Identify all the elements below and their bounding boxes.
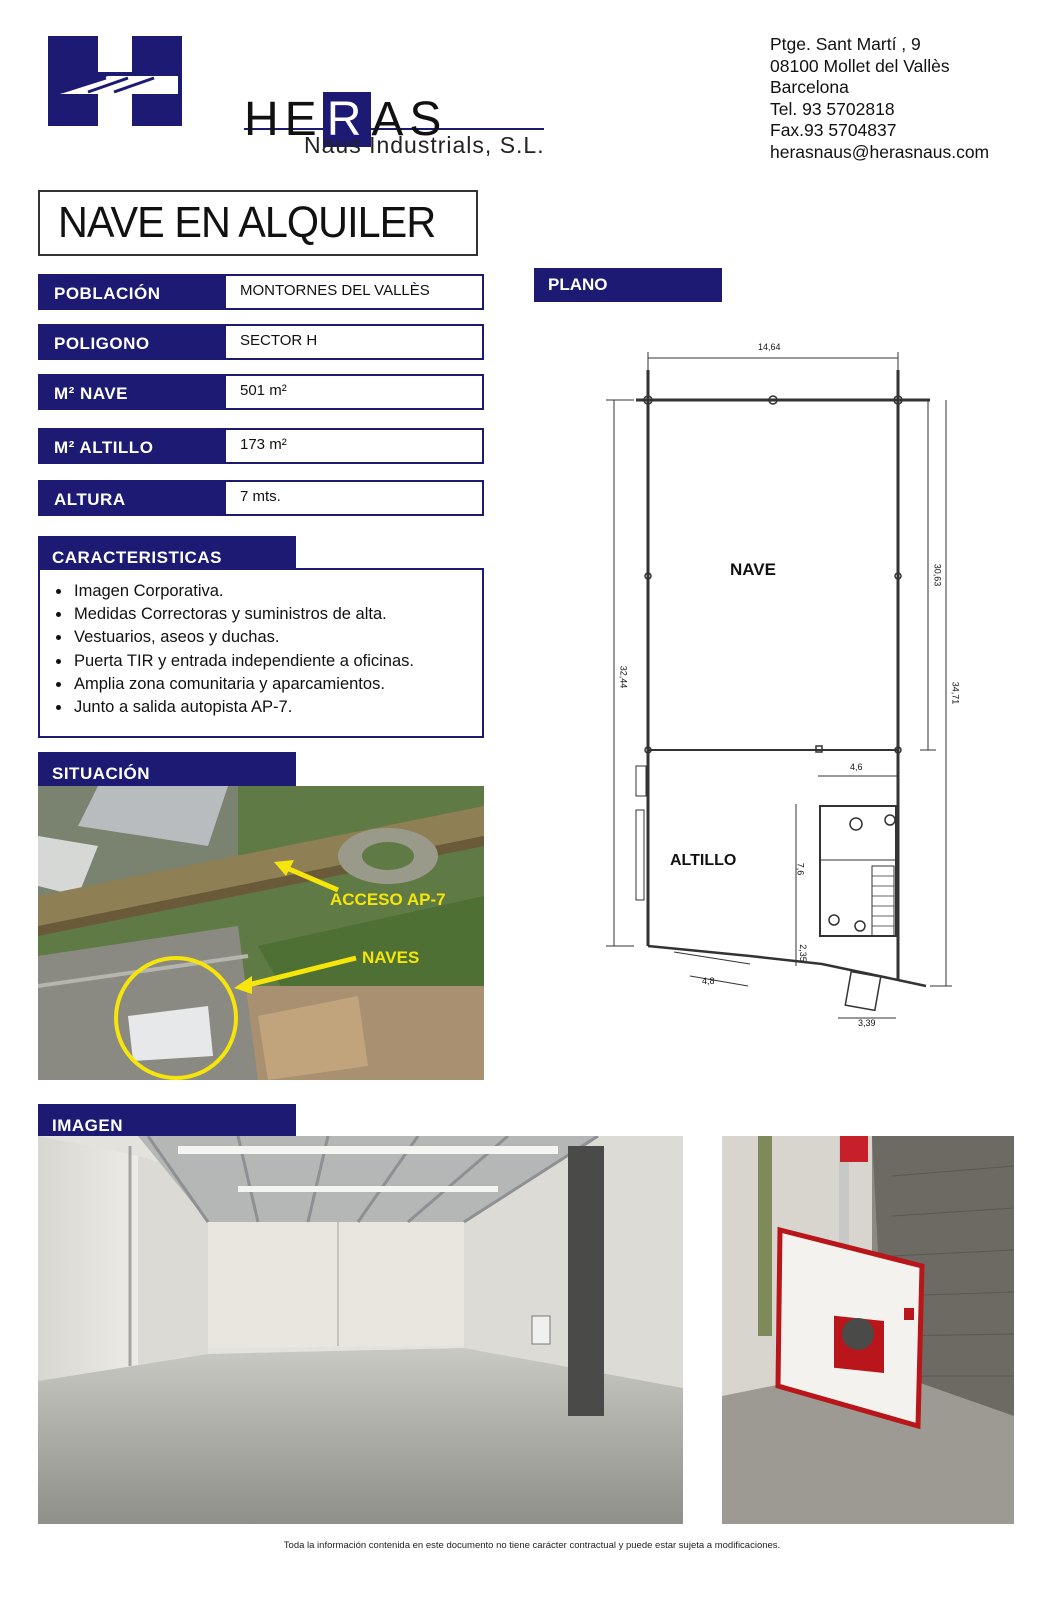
spec-label: POLIGONO xyxy=(40,326,226,358)
dim-top-width: 14,64 xyxy=(758,342,781,352)
page-title: NAVE EN ALQUILER xyxy=(58,198,436,247)
footer-disclaimer: Toda la información contenida en este documento no tiene carácter contractual y puede estar sujeta a modificaciones. xyxy=(283,1540,781,1551)
spec-label: POBLACIÓN xyxy=(40,276,226,308)
spec-value: MONTORNES DEL VALLÈS xyxy=(240,282,430,299)
floor-plan-drawing xyxy=(590,330,990,1050)
logo-subtitle: Naus Industrials, S.L. xyxy=(304,132,545,158)
spec-row-m2-altillo xyxy=(38,428,484,464)
imagen-header: IMAGEN xyxy=(38,1104,296,1138)
page-title-box xyxy=(38,190,478,256)
floor-plan xyxy=(590,330,990,1050)
dim-small-height: 2,35 xyxy=(797,944,808,962)
list-item: • Vestuarios, aseos y duchas. xyxy=(72,626,482,649)
aerial-map-image xyxy=(38,786,484,1080)
contact-city: Barcelona xyxy=(770,77,849,97)
spec-row-poblacion xyxy=(38,274,484,310)
spec-row-altura xyxy=(38,480,484,516)
fire-hose-cabinet-photo xyxy=(722,1136,1014,1524)
list-item: • Medidas Correctoras y suministros de alta. xyxy=(72,603,482,626)
logo-h-mark xyxy=(48,36,248,128)
map-label-acceso: ACCESO AP-7 xyxy=(330,890,446,909)
spec-value: SECTOR H xyxy=(240,332,318,349)
spec-label: ALTURA xyxy=(40,482,226,514)
spec-value: 501 m² xyxy=(240,382,287,399)
list-item: • Puerta TIR y entrada independiente a oficinas. xyxy=(72,650,482,673)
dim-altillo-height: 7,6 xyxy=(795,862,806,876)
spec-row-poligono xyxy=(38,324,484,360)
caracteristicas-header: CARACTERISTICAS xyxy=(38,536,296,570)
dim-left-height: 32,44 xyxy=(618,665,629,689)
fire-cabinet-image xyxy=(722,1136,1014,1524)
company-logo xyxy=(48,36,558,166)
spec-label: M² NAVE xyxy=(40,376,226,408)
plano-header: PLANO xyxy=(534,268,722,302)
contact-email[interactable]: herasnaus@herasnaus.com xyxy=(770,141,990,162)
warehouse-interior-photo xyxy=(38,1136,683,1524)
list-item: • Imagen Corporativa. xyxy=(72,580,482,603)
list-item: • Amplia zona comunitaria y aparcamientos. xyxy=(72,673,482,696)
spec-value: 173 m² xyxy=(240,436,287,453)
contact-block xyxy=(770,34,1050,163)
contact-fax: Fax.93 5704837 xyxy=(770,120,897,140)
dim-bottom-right: 3,39 xyxy=(858,1018,876,1028)
map-label-naves: NAVES xyxy=(362,948,420,967)
list-item: • Junto a salida autopista AP-7. xyxy=(72,696,482,719)
warehouse-interior-image xyxy=(38,1136,683,1524)
spec-label: M² ALTILLO xyxy=(40,430,226,462)
situacion-header: SITUACIÓN xyxy=(38,752,296,786)
contact-tel: Tel. 93 5702818 xyxy=(770,98,895,119)
spec-row-m2-nave xyxy=(38,374,484,410)
contact-address1: Ptge. Sant Martí , 9 xyxy=(770,34,921,54)
room-altillo-label: ALTILLO xyxy=(670,852,737,869)
caracteristicas-box xyxy=(38,568,484,738)
dim-altillo-width: 4,6 xyxy=(850,762,863,772)
spec-value: 7 mts. xyxy=(240,488,281,505)
room-nave-label: NAVE xyxy=(730,560,776,579)
caracteristicas-list xyxy=(40,580,482,719)
logo-brand-text: HERAS xyxy=(244,93,448,146)
dim-right-inner: 30,63 xyxy=(932,563,943,587)
contact-address2: 08100 Mollet del Vallès xyxy=(770,55,950,76)
dim-bottom-left: 4,8 xyxy=(702,976,715,986)
dim-right-outer: 34,71 xyxy=(950,681,961,705)
situacion-map xyxy=(38,786,484,1080)
